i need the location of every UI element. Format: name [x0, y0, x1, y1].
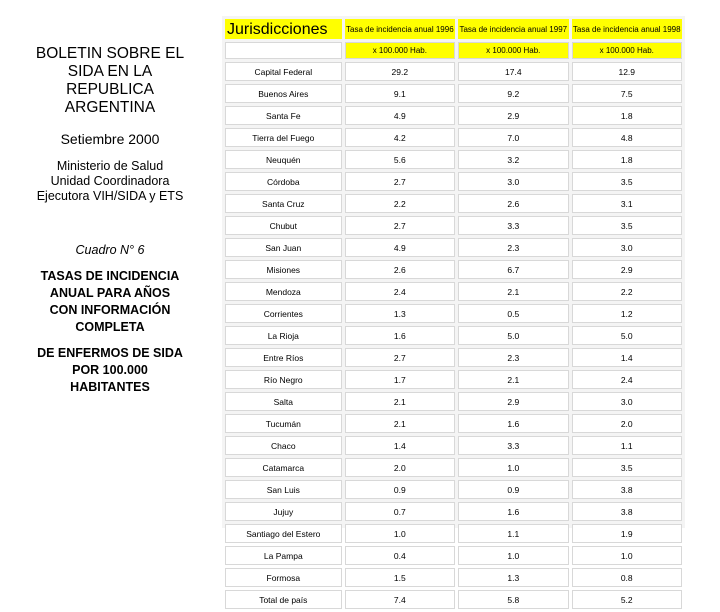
- rate-cell: 2.2: [572, 282, 683, 301]
- table-row: [225, 238, 682, 257]
- bulletin-title: [0, 45, 220, 117]
- jurisdiction-cell: Buenos Aires: [225, 84, 342, 103]
- rate-cell: 1.1: [458, 524, 568, 543]
- ministry-line: Unidad Coordinadora: [50, 174, 170, 188]
- rate-cell: 2.3: [458, 238, 568, 257]
- rate-cell: 9.2: [458, 84, 568, 103]
- jurisdiction-cell: Formosa: [225, 568, 342, 587]
- table-row: [225, 458, 682, 477]
- rate-cell: 0.5: [458, 304, 568, 323]
- jurisdiction-cell: Salta: [225, 392, 342, 411]
- jurisdiction-cell: Catamarca: [225, 458, 342, 477]
- rate-cell: 3.2: [458, 150, 568, 169]
- rate-cell: 2.6: [458, 194, 568, 213]
- jurisdiction-cell: Jujuy: [225, 502, 342, 521]
- units-empty-cell: [225, 42, 342, 59]
- rate-cell: 1.8: [572, 106, 683, 125]
- jurisdiction-cell: Santa Cruz: [225, 194, 342, 213]
- jurisdiction-cell: Misiones: [225, 260, 342, 279]
- table-row: [225, 480, 682, 499]
- units-1998: x 100.000 Hab.: [572, 42, 683, 59]
- rate-cell: 0.9: [458, 480, 568, 499]
- ministry-text: [0, 159, 220, 204]
- rate-cell: 0.9: [345, 480, 455, 499]
- table-row: [225, 392, 682, 411]
- rate-cell: 2.7: [345, 348, 455, 367]
- subheading-line: DE ENFERMOS DE SIDA: [37, 346, 183, 360]
- table-row: [225, 370, 682, 389]
- table-row: [225, 172, 682, 191]
- jurisdiction-cell: Total de país: [225, 590, 342, 609]
- jurisdiction-cell: San Juan: [225, 238, 342, 257]
- table-row: [225, 150, 682, 169]
- rate-cell: 1.4: [572, 348, 683, 367]
- table-row: [225, 128, 682, 147]
- jurisdiction-cell: Santiago del Estero: [225, 524, 342, 543]
- jurisdiction-cell: Entre Ríos: [225, 348, 342, 367]
- header-row: [225, 19, 682, 39]
- table-row: [225, 62, 682, 81]
- rate-cell: 0.4: [345, 546, 455, 565]
- rate-cell: 4.9: [345, 238, 455, 257]
- units-row: [225, 42, 682, 59]
- title-line: BOLETIN SOBRE EL: [35, 45, 185, 62]
- table-row: [225, 326, 682, 345]
- jurisdiction-cell: Neuquén: [225, 150, 342, 169]
- rate-cell: 4.2: [345, 128, 455, 147]
- rate-cell: 5.0: [572, 326, 683, 345]
- rate-cell: 1.0: [458, 546, 568, 565]
- incidence-table-container: [222, 16, 685, 605]
- table-row: [225, 282, 682, 301]
- heading-line: COMPLETA: [75, 320, 145, 334]
- rate-cell: 1.1: [572, 436, 683, 455]
- rate-cell: 2.7: [345, 172, 455, 191]
- rate-cell: 2.1: [345, 392, 455, 411]
- rate-cell: 2.0: [572, 414, 683, 433]
- rate-cell: 5.6: [345, 150, 455, 169]
- rate-cell: 2.7: [345, 216, 455, 235]
- rate-cell: 5.2: [572, 590, 683, 609]
- title-line: SIDA EN LA: [67, 63, 153, 80]
- rate-cell: 1.0: [345, 524, 455, 543]
- jurisdiction-cell: Capital Federal: [225, 62, 342, 81]
- table-row: [225, 304, 682, 323]
- rate-cell: 3.5: [572, 458, 683, 477]
- rate-cell: 1.8: [572, 150, 683, 169]
- jurisdiction-cell: Chubut: [225, 216, 342, 235]
- rate-cell: 3.0: [458, 172, 568, 191]
- rate-cell: 3.5: [572, 172, 683, 191]
- jurisdiction-cell: La Rioja: [225, 326, 342, 345]
- table-row: [225, 414, 682, 433]
- rate-cell: 2.4: [572, 370, 683, 389]
- units-1996: x 100.000 Hab.: [345, 42, 455, 59]
- rate-cell: 2.0: [345, 458, 455, 477]
- table-subheading: [0, 345, 220, 396]
- rate-cell: 2.2: [345, 194, 455, 213]
- rate-cell: 1.6: [345, 326, 455, 345]
- table-row: [225, 546, 682, 565]
- table-body: [225, 62, 682, 609]
- rate-cell: 3.8: [572, 502, 683, 521]
- jurisdiction-cell: San Luis: [225, 480, 342, 499]
- rate-cell: 3.0: [572, 392, 683, 411]
- ministry-line: Ministerio de Salud: [56, 159, 164, 173]
- rate-cell: 7.5: [572, 84, 683, 103]
- rate-cell: 1.9: [572, 524, 683, 543]
- header-1998: Tasa de incidencia anual 1998: [572, 19, 683, 39]
- subheading-line: HABITANTES: [70, 380, 150, 394]
- ministry-line: Ejecutora VIH/SIDA y ETS: [36, 189, 184, 203]
- header-jurisdicciones: Jurisdicciones: [225, 19, 342, 39]
- incidence-table: [222, 16, 685, 612]
- table-row: [225, 502, 682, 521]
- jurisdiction-cell: Santa Fe: [225, 106, 342, 125]
- rate-cell: 3.8: [572, 480, 683, 499]
- rate-cell: 1.2: [572, 304, 683, 323]
- jurisdiction-cell: Río Negro: [225, 370, 342, 389]
- rate-cell: 2.1: [345, 414, 455, 433]
- jurisdiction-cell: Tucumán: [225, 414, 342, 433]
- rate-cell: 1.6: [458, 502, 568, 521]
- heading-line: ANUAL PARA AÑOS: [49, 286, 171, 300]
- subheading-line: POR 100.000: [72, 363, 148, 377]
- table-row: [225, 590, 682, 609]
- rate-cell: 1.0: [458, 458, 568, 477]
- rate-cell: 17.4: [458, 62, 568, 81]
- table-row: [225, 106, 682, 125]
- rate-cell: 4.8: [572, 128, 683, 147]
- rate-cell: 3.0: [572, 238, 683, 257]
- rate-cell: 2.9: [458, 392, 568, 411]
- title-line: ARGENTINA: [64, 99, 156, 116]
- jurisdiction-cell: Mendoza: [225, 282, 342, 301]
- header-1996: Tasa de incidencia anual 1996: [345, 19, 455, 39]
- rate-cell: 0.7: [345, 502, 455, 521]
- header-1997: Tasa de incidencia anual 1997: [458, 19, 568, 39]
- table-row: [225, 524, 682, 543]
- rate-cell: 3.3: [458, 436, 568, 455]
- table-heading: [0, 268, 220, 336]
- table-row: [225, 568, 682, 587]
- rate-cell: 3.1: [572, 194, 683, 213]
- rate-cell: 1.4: [345, 436, 455, 455]
- jurisdiction-cell: Corrientes: [225, 304, 342, 323]
- rate-cell: 12.9: [572, 62, 683, 81]
- rate-cell: 5.0: [458, 326, 568, 345]
- rate-cell: 2.1: [458, 282, 568, 301]
- jurisdiction-cell: La Pampa: [225, 546, 342, 565]
- rate-cell: 1.0: [572, 546, 683, 565]
- rate-cell: 1.6: [458, 414, 568, 433]
- rate-cell: 2.4: [345, 282, 455, 301]
- rate-cell: 2.9: [572, 260, 683, 279]
- rate-cell: 7.0: [458, 128, 568, 147]
- jurisdiction-cell: Tierra del Fuego: [225, 128, 342, 147]
- table-row: [225, 194, 682, 213]
- table-row: [225, 216, 682, 235]
- heading-line: CON INFORMACIÓN: [49, 303, 171, 317]
- rate-cell: 6.7: [458, 260, 568, 279]
- rate-cell: 1.3: [345, 304, 455, 323]
- rate-cell: 5.8: [458, 590, 568, 609]
- rate-cell: 3.3: [458, 216, 568, 235]
- table-number: Cuadro N° 6: [75, 243, 145, 257]
- rate-cell: 9.1: [345, 84, 455, 103]
- rate-cell: 2.6: [345, 260, 455, 279]
- rate-cell: 7.4: [345, 590, 455, 609]
- rate-cell: 2.9: [458, 106, 568, 125]
- jurisdiction-cell: Chaco: [225, 436, 342, 455]
- rate-cell: 2.3: [458, 348, 568, 367]
- rate-cell: 1.7: [345, 370, 455, 389]
- jurisdiction-cell: Córdoba: [225, 172, 342, 191]
- rate-cell: 4.9: [345, 106, 455, 125]
- table-row: [225, 84, 682, 103]
- rate-cell: 3.5: [572, 216, 683, 235]
- table-row: [225, 260, 682, 279]
- rate-cell: 1.5: [345, 568, 455, 587]
- rate-cell: 1.3: [458, 568, 568, 587]
- rate-cell: 2.1: [458, 370, 568, 389]
- bulletin-date: Setiembre 2000: [60, 131, 160, 147]
- table-row: [225, 436, 682, 455]
- rate-cell: 29.2: [345, 62, 455, 81]
- units-1997: x 100.000 Hab.: [458, 42, 568, 59]
- title-line: REPUBLICA: [66, 81, 154, 98]
- rate-cell: 0.8: [572, 568, 683, 587]
- heading-line: TASAS DE INCIDENCIA: [40, 269, 180, 283]
- table-row: [225, 348, 682, 367]
